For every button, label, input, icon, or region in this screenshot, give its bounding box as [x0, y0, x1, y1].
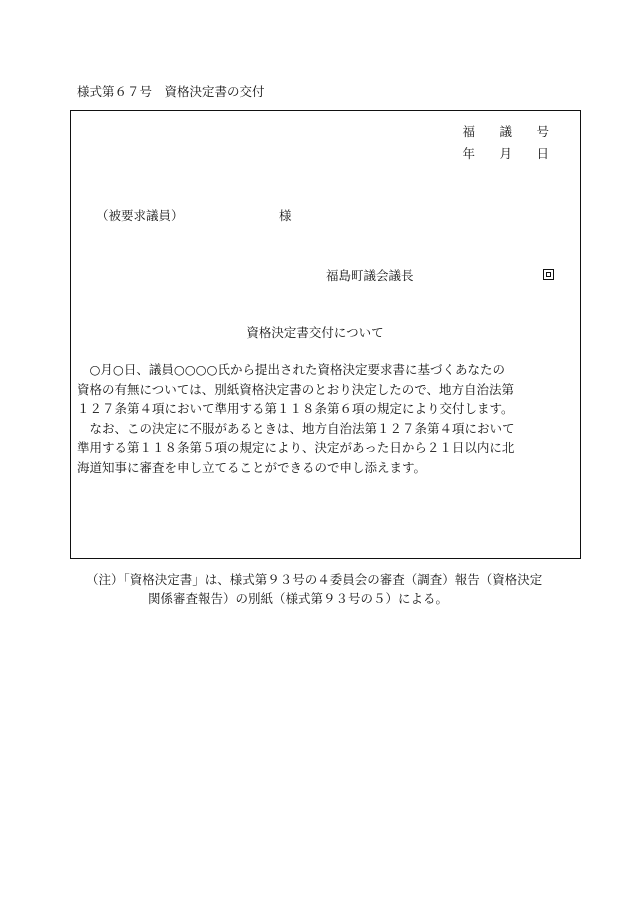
body-line: なお、この決定に不服があるときは、地方自治法第１２７条第４項において [77, 420, 515, 436]
body-line: 海道知事に審査を申し立てることができるので申し添えます。 [77, 459, 427, 475]
body-line: 資格の有無については、別紙資格決定書のとおり決定したので、地方自治法第 [77, 381, 515, 397]
body-line: 準用する第１１８条第５項の規定により、決定があった日から２１日以内に北 [77, 440, 515, 455]
date-line: 年 月 日 [462, 146, 555, 161]
body-line: ○月○日、議員○○○○氏から提出された資格決定要求書に基づくあなたの [77, 362, 505, 377]
recipient-honorific: 様 [279, 208, 292, 223]
footnote-line: （注）「資格決定書」は、様式第９３号の４委員会の審査（調査）報告（資格決定 [86, 572, 543, 587]
reference-number: 福 議 号 [462, 124, 555, 139]
sender-title: 福島町議会議長 [326, 268, 414, 283]
footnote [86, 570, 542, 608]
body-line: １２７条第４項において準用する第１１８条第６項の規定により交付します。 [77, 401, 514, 416]
subject-heading: 資格決定書交付について [246, 325, 384, 340]
body-text [77, 360, 577, 477]
form-title: 様式第６７号 資格決定書の交付 [77, 84, 265, 99]
recipient-name: （被要求議員） [96, 208, 184, 223]
footnote-line: 関係審査報告）の別紙（様式第９３号の５）による。 [148, 591, 449, 606]
seal-icon [543, 269, 554, 280]
